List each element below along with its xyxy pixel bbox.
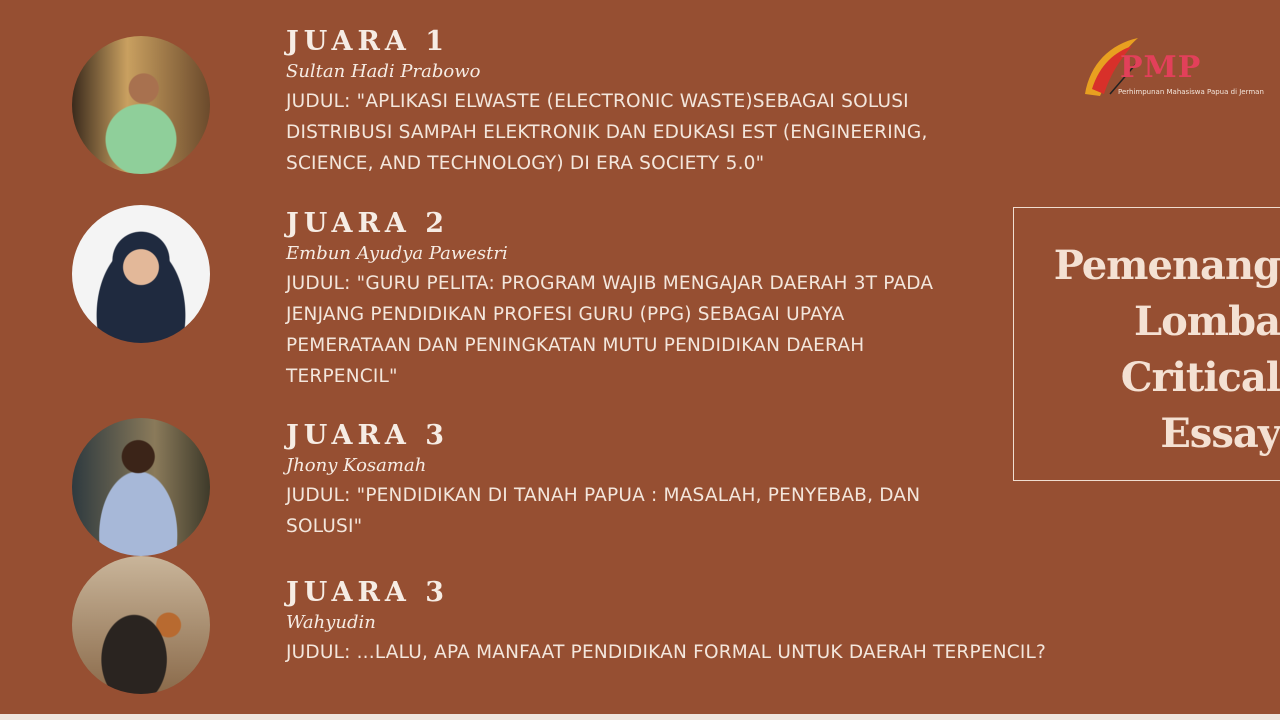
title-line: Pemenang <box>1053 242 1280 289</box>
winner-3 <box>286 420 986 542</box>
rank-label: JUARA 3 <box>286 577 450 608</box>
title-line: Critical <box>1120 354 1280 401</box>
winner-1-photo <box>72 36 210 174</box>
winner-2-photo <box>72 205 210 343</box>
rank-label: JUARA 1 <box>286 26 450 57</box>
essay-title-line: JUDUL: ...LALU, APA MANFAAT PENDIDIKAN FORMAL UNTUK DAERAH TERPENCIL? <box>286 642 1047 663</box>
winner-name: Sultan Hadi Prabowo <box>286 61 481 82</box>
winner-3-photo <box>72 418 210 556</box>
page-title <box>1054 238 1280 462</box>
winner-4-photo <box>72 556 210 694</box>
essay-title-line: JUDUL: "GURU PELITA: PROGRAM WAJIB MENGAJAR DAERAH 3T PADA <box>286 273 934 294</box>
title-line: Lomba <box>1133 298 1280 345</box>
essay-title-line: JENJANG PENDIDIKAN PROFESI GURU (PPG) SEBAGAI UPAYA <box>286 304 845 325</box>
winner-1 <box>286 26 986 179</box>
pmp-logo <box>1080 34 1264 100</box>
essay-title-line: TERPENCIL" <box>286 366 398 387</box>
title-box <box>1013 207 1280 481</box>
essay-title-line: DISTRIBUSI SAMPAH ELEKTRONIK DAN EDUKASI EST (ENGINEERING, <box>286 122 928 143</box>
essay-title-line: SOLUSI" <box>286 516 363 537</box>
rank-label: JUARA 3 <box>286 420 450 451</box>
essay-title-line: SCIENCE, AND TECHNOLOGY) DI ERA SOCIETY 5.0" <box>286 153 765 174</box>
winner-name: Jhony Kosamah <box>286 455 427 476</box>
title-line: Essay <box>1160 410 1280 457</box>
essay-title-line: PEMERATAAN DAN PENINGKATAN MUTU PENDIDIKAN DAERAH <box>286 335 865 356</box>
winner-name: Wahyudin <box>286 612 376 633</box>
essay-title-line: JUDUL: "APLIKASI ELWASTE (ELECTRONIC WASTE)SEBAGAI SOLUSI <box>286 91 909 112</box>
winner-name: Embun Ayudya Pawestri <box>286 243 508 264</box>
winner-2 <box>286 208 986 392</box>
logo-subtitle: Perhimpunan Mahasiswa Papua di Jerman <box>1118 88 1264 96</box>
logo-text: PMP <box>1120 50 1202 85</box>
essay-title-line: JUDUL: "PENDIDIKAN DI TANAH PAPUA : MASALAH, PENYEBAB, DAN <box>286 485 921 506</box>
winner-4 <box>286 577 1086 668</box>
bottom-strip <box>0 714 1280 720</box>
rank-label: JUARA 2 <box>286 208 450 239</box>
